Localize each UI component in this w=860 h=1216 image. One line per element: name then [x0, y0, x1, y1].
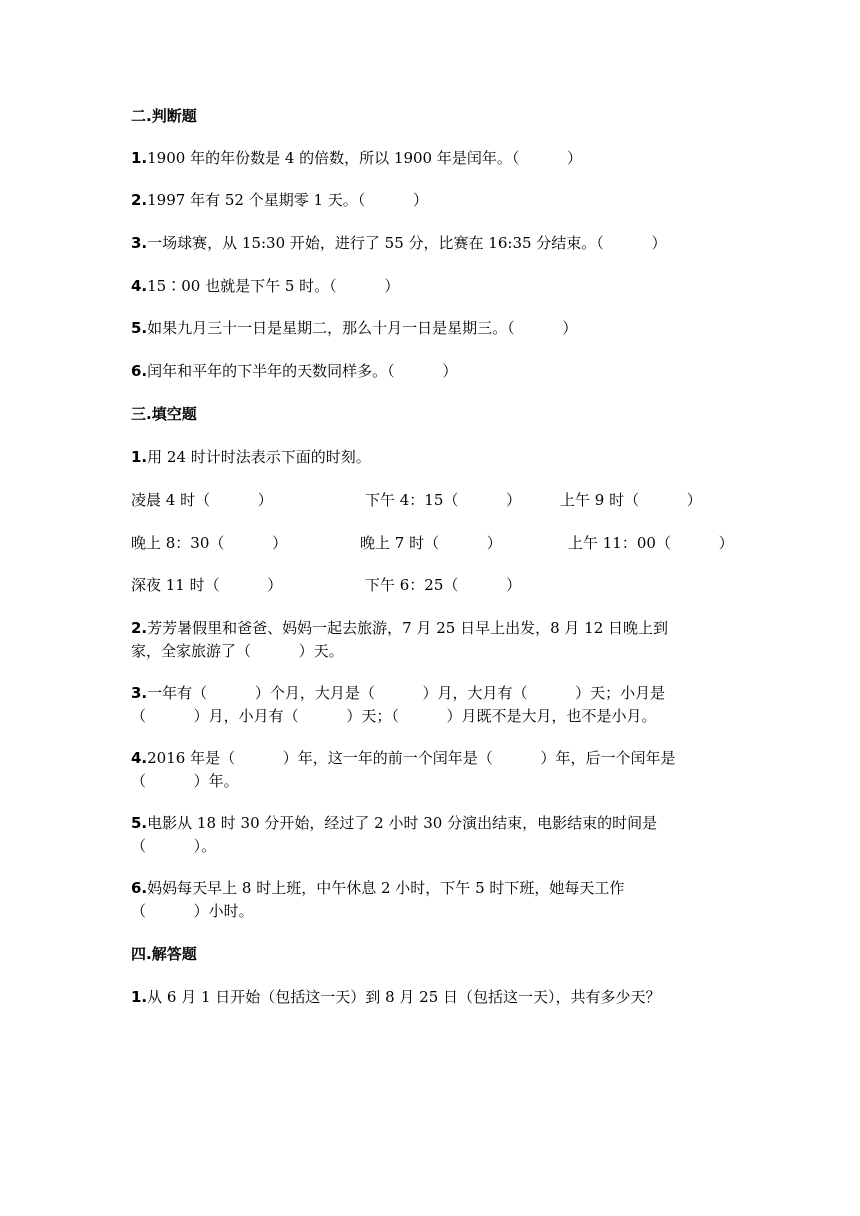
- time-cell: 上午 11：00（ ）: [568, 534, 734, 552]
- time-cell: 深夜 11 时（ ）: [131, 576, 283, 594]
- time-cell: 下午 4：15（ ）: [365, 491, 522, 509]
- fill-item-5: 5.电影从 18 时 30 分开始，经过了 2 小时 30 分演出结束，电影结束的时间是: [131, 814, 658, 832]
- judge-item-2: 2.1997 年有 52 个星期零 1 天。（ ）: [131, 191, 428, 209]
- fill-item-3-cont: （ ）月，小月有（ ）天；（ ）月既不是大月，也不是小月。: [131, 707, 657, 725]
- fill-item-3: 3.一年有（ ）个月，大月是（ ）月，大月有（ ）天；小月是: [131, 684, 666, 702]
- time-cell: 上午 9 时（ ）: [560, 491, 702, 509]
- judge-item-4: 4.15∶00 也就是下午 5 时。（ ）: [131, 277, 400, 295]
- time-cell: 晚上 7 时（ ）: [360, 534, 502, 552]
- judge-item-3: 3.一场球赛，从 15:30 开始，进行了 55 分，比赛在 16:35 分结束。（ ）: [131, 234, 667, 252]
- fill-item-5-cont: （ ）。: [131, 837, 217, 855]
- time-cell: 凌晨 4 时（ ）: [131, 491, 273, 509]
- fill-item-1: 1.用 24 时计时法表示下面的时刻。: [131, 448, 371, 466]
- judge-item-5: 5.如果九月三十一日是星期二，那么十月一日是星期三。（ ）: [131, 319, 578, 337]
- section-title-answer: 四.解答题: [131, 945, 197, 963]
- section-title-judge: 二.判断题: [131, 107, 197, 125]
- fill-item-4: 4.2016 年是（ ）年，这一年的前一个闰年是（ ）年，后一个闰年是: [131, 749, 676, 767]
- fill-item-2-cont: 家，全家旅游了（ ）天。: [131, 642, 344, 660]
- section-title-fill: 三.填空题: [131, 405, 197, 423]
- judge-item-1: 1.1900 年的年份数是 4 的倍数，所以 1900 年是闰年。（ ）: [131, 149, 583, 167]
- fill-item-4-cont: （ ）年。: [131, 772, 239, 790]
- fill-item-6: 6.妈妈每天早上 8 时上班，中午休息 2 小时，下午 5 时下班，她每天工作: [131, 879, 625, 897]
- fill-item-6-cont: （ ）小时。: [131, 902, 254, 920]
- time-cell: 晚上 8：30（ ）: [131, 534, 288, 552]
- fill-item-2: 2.芳芳暑假里和爸爸、妈妈一起去旅游，7 月 25 日早上出发，8 月 12 日晚上到: [131, 619, 669, 637]
- judge-item-6: 6.闰年和平年的下半年的天数同样多。（ ）: [131, 362, 458, 380]
- time-cell: 下午 6：25（ ）: [365, 576, 522, 594]
- answer-item-1: 1.从 6 月 1 日开始（包括这一天）到 8 月 25 日（包括这一天），共有多少天？: [131, 988, 661, 1006]
